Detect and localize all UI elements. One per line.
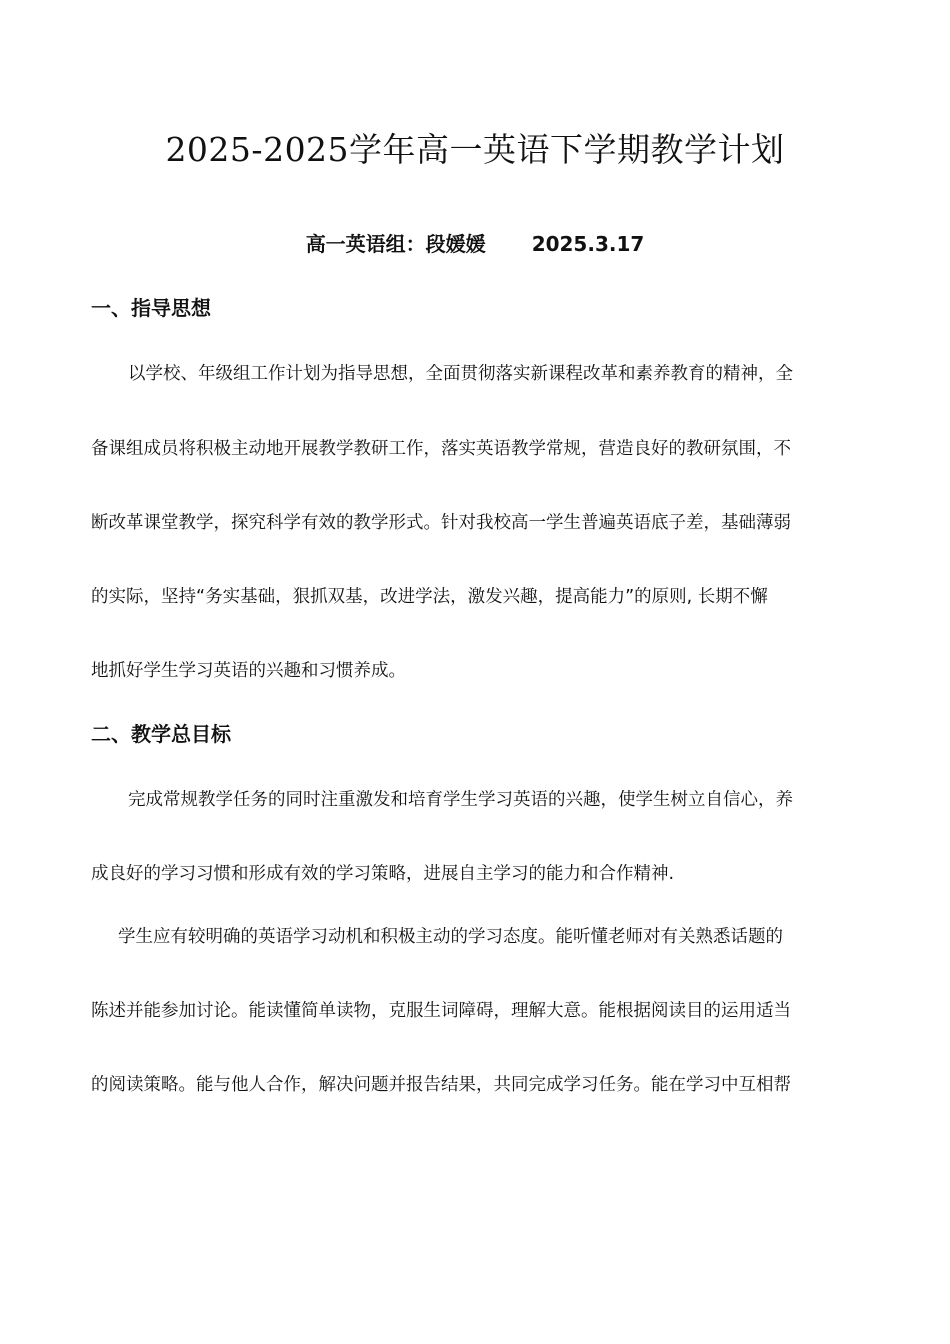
- paragraph-line: 的实际，坚持“务实基础，狠抓双基，改进学法，激发兴趣，提高能力”的原则, 长期不懈: [91, 587, 768, 607]
- paragraph-line: 成良好的学习习惯和形成有效的学习策略，进展自主学习的能力和合作精神.: [91, 864, 675, 884]
- paragraph-line: 完成常规教学任务的同时注重激发和培育学生学习英语的兴趣，使学生树立自信心，养: [128, 790, 793, 810]
- paragraph-line: 学生应有较明确的英语学习动机和积极主动的学习态度。能听懂老师对有关熟悉话题的: [118, 927, 783, 947]
- section-heading-guiding-thought: 一、指导思想: [91, 296, 211, 320]
- paragraph-line: 地抓好学生学习英语的兴趣和习惯养成。: [91, 661, 406, 681]
- paragraph-line: 陈述并能参加讨论。能读懂简单读物，克服生词障碍，理解大意。能根据阅读目的运用适当: [91, 1001, 791, 1021]
- document-title: 2025-2025学年高一英语下学期教学计划: [165, 130, 785, 169]
- section-heading-teaching-goals: 二、教学总目标: [91, 722, 231, 746]
- document-subtitle: [0, 228, 950, 260]
- paragraph-line: 的阅读策略。能与他人合作，解决问题并报告结果，共同完成学习任务。能在学习中互相帮: [91, 1075, 791, 1095]
- paragraph-line: 断改革课堂教学，探究科学有效的教学形式。针对我校高一学生普遍英语底子差，基础薄弱: [91, 513, 791, 533]
- document-date: 2025.3.17: [531, 232, 645, 256]
- paragraph-line: 备课组成员将积极主动地开展教学教研工作，落实英语教学常规，营造良好的教研氛围，不: [91, 439, 791, 459]
- paragraph-line: 以学校、年级组工作计划为指导思想，全面贯彻落实新课程改革和素养教育的精神，全: [128, 364, 793, 384]
- author-group: 高一英语组：段媛媛: [305, 232, 486, 256]
